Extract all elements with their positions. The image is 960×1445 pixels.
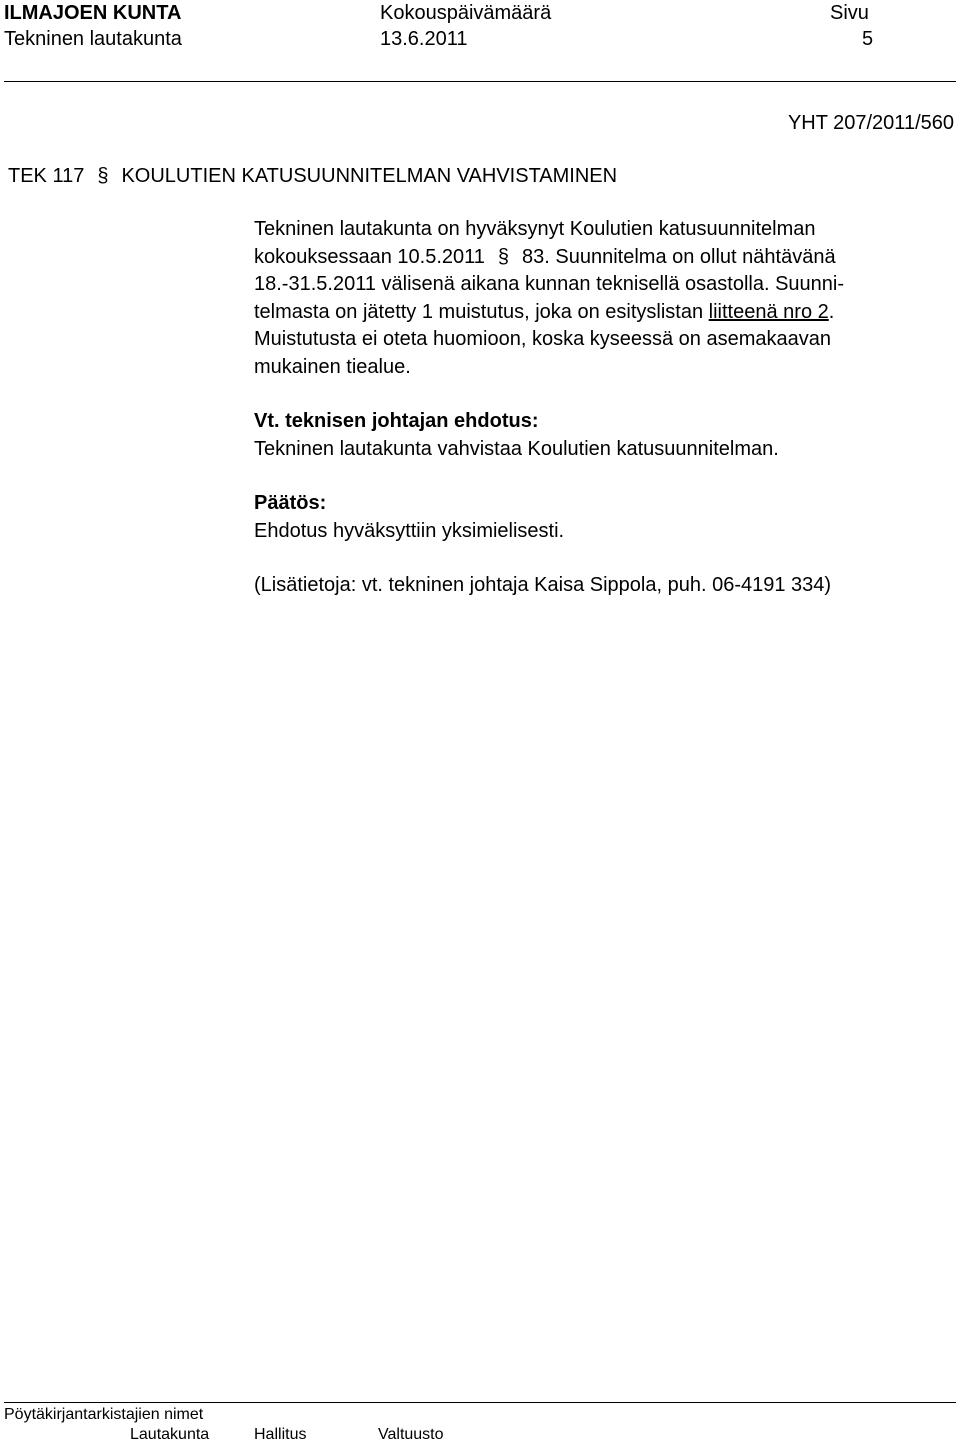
- additional-info: (Lisätietoja: vt. tekninen johtaja Kaisa Sippola, puh. 06-4191 334): [254, 574, 832, 596]
- section-sign-icon: §: [97, 165, 109, 187]
- attachment-link[interactable]: liitteenä nro 2: [708, 300, 829, 323]
- decision-heading: Päätös:: [254, 492, 327, 514]
- footer-board-label: Lautakunta: [130, 1426, 210, 1443]
- footer-council-label: Valtuusto: [378, 1426, 444, 1443]
- page-label: Sivu: [830, 2, 869, 24]
- body-line-3: 18.-31.5.2011 välisenä aikana kunnan teknisellä osastolla. Suunni-: [254, 273, 845, 295]
- board-name: Tekninen lautakunta: [4, 28, 182, 50]
- proposal-heading: Vt. teknisen johtajan ehdotus:: [254, 410, 539, 432]
- body-line-5: Muistutusta ei oteta huomioon, koska kyseessä on asemakaavan: [254, 328, 831, 350]
- organization-name: ILMAJOEN KUNTA: [4, 2, 182, 24]
- proposal-text: Tekninen lautakunta vahvistaa Koulutien katusuunnitelman.: [254, 437, 779, 460]
- inspectors-label: Pöytäkirjantarkistajien nimet: [4, 1406, 204, 1423]
- body-line-4: [254, 299, 834, 327]
- item-title: KOULUTIEN KATUSUUNNITELMAN VAHVISTAMINEN: [121, 165, 618, 187]
- body-line-6: mukainen tiealue.: [254, 355, 411, 378]
- ref-section-sign-icon: §: [497, 245, 510, 268]
- body-line-2-tail: 83. Suunnitelma on ollut nähtävänä: [516, 245, 836, 268]
- decision-text: Ehdotus hyväksyttiin yksimielisesti.: [254, 519, 565, 542]
- item-title-row: [8, 164, 617, 188]
- body-line-4-tail: .: [828, 300, 835, 323]
- item-number: TEK 117: [8, 165, 85, 187]
- page-number: 5: [862, 28, 874, 50]
- meeting-date-label: Kokouspäivämäärä: [380, 2, 552, 24]
- body-line-2-head: kokouksessaan 10.5.2011: [254, 245, 491, 268]
- footer-divider: [4, 1402, 956, 1403]
- meeting-date: 13.6.2011: [380, 28, 468, 50]
- footer-government-label: Hallitus: [254, 1426, 307, 1443]
- body-line-1: Tekninen lautakunta on hyväksynyt Koulutien katusuunnitelman: [254, 218, 816, 240]
- header-divider: [4, 81, 956, 82]
- reference-number: YHT 207/2011/560: [787, 112, 954, 134]
- body-line-4-head: telmasta on jätetty 1 muistutus, joka on esityslistan: [254, 300, 709, 323]
- body-line-2: [254, 244, 836, 272]
